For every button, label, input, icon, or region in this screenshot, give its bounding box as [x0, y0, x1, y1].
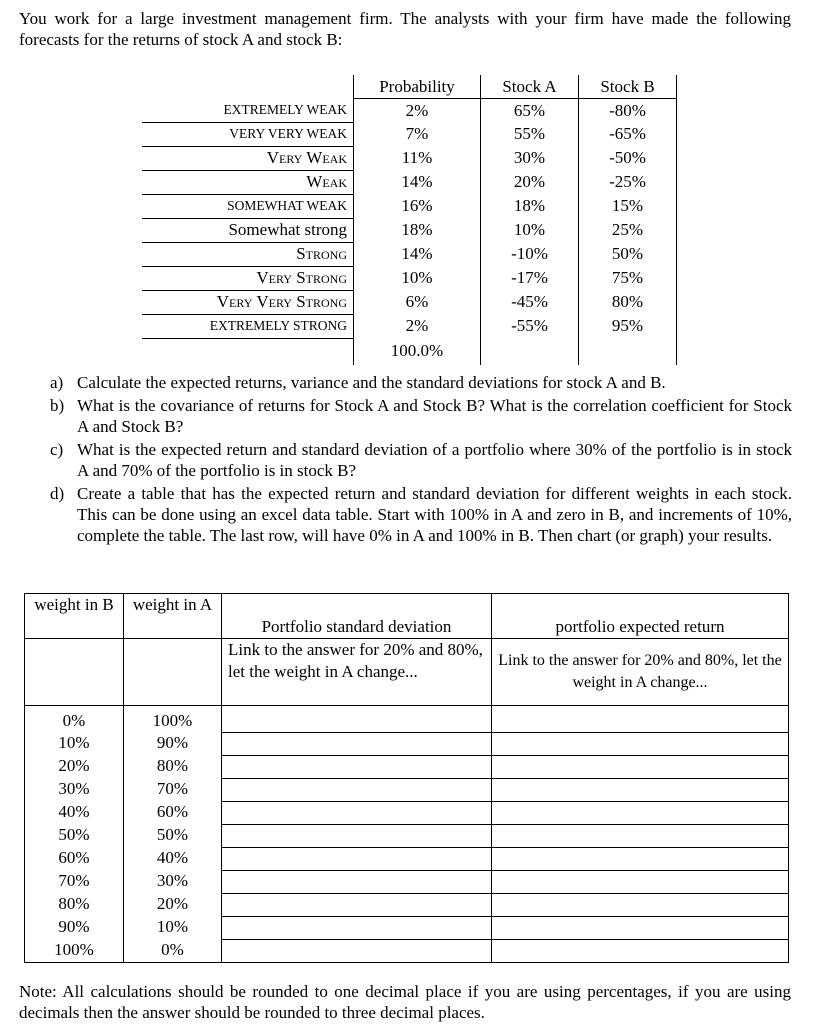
- forecast-row: [142, 170, 677, 194]
- forecast-row: [142, 99, 677, 123]
- expected-return-answer-cell[interactable]: [492, 706, 789, 733]
- weight-b-header: weight in B: [25, 594, 124, 639]
- weight-b-cell: 50%: [25, 824, 124, 847]
- probability-cell: 2%: [354, 314, 481, 338]
- state-label: Weak: [142, 170, 354, 194]
- forecast-row: [142, 194, 677, 218]
- table-row: [25, 778, 789, 801]
- weight-b-cell: 80%: [25, 893, 124, 916]
- probability-cell: 11%: [354, 146, 481, 170]
- state-label: EXTREMELY STRONG: [142, 314, 354, 338]
- weight-b-cell: 60%: [25, 847, 124, 870]
- std-dev-answer-cell[interactable]: [222, 732, 492, 755]
- expected-return-answer-cell[interactable]: [492, 939, 789, 962]
- expected-return-answer-cell[interactable]: [492, 893, 789, 916]
- stock-b-cell: 15%: [579, 194, 677, 218]
- std-dev-answer-cell[interactable]: [222, 755, 492, 778]
- weight-b-cell: 30%: [25, 778, 124, 801]
- weight-b-cell: 0%: [25, 706, 124, 733]
- std-dev-answer-cell[interactable]: [222, 939, 492, 962]
- table-row: [25, 732, 789, 755]
- std-dev-header: Portfolio standard deviation: [222, 594, 492, 639]
- question-text: What is the covariance of returns for Stock A and Stock B? What is the correlation coefficient for Stock A and Stock B?: [77, 396, 792, 436]
- table-row: [25, 801, 789, 824]
- std-dev-answer-cell[interactable]: [222, 778, 492, 801]
- stock-b-cell: -80%: [579, 99, 677, 123]
- stock-a-cell: 20%: [481, 170, 579, 194]
- forecast-row: [142, 266, 677, 290]
- state-label: Very Very Strong: [142, 290, 354, 314]
- stock-b-total-cell: [579, 338, 677, 365]
- std-dev-answer-cell[interactable]: [222, 706, 492, 733]
- weight-a-cell: 40%: [124, 847, 222, 870]
- question-label: b): [50, 396, 65, 415]
- expected-return-answer-cell[interactable]: [492, 870, 789, 893]
- stock-a-cell: 18%: [481, 194, 579, 218]
- state-label: Very Weak: [142, 146, 354, 170]
- forecast-header-row: [142, 75, 677, 99]
- probability-cell: 14%: [354, 242, 481, 266]
- weight-a-cell: 50%: [124, 824, 222, 847]
- stock-b-cell: -25%: [579, 170, 677, 194]
- stock-b-cell: 75%: [579, 266, 677, 290]
- std-dev-answer-cell[interactable]: [222, 847, 492, 870]
- expected-return-answer-cell[interactable]: [492, 778, 789, 801]
- forecast-total-row: [142, 338, 677, 365]
- weight-b-cell: 90%: [25, 916, 124, 939]
- total-label-cell: [142, 338, 354, 365]
- intro-paragraph: You work for a large investment management firm. The analysts with your firm have made the following forecasts for the returns of stock A and stock B:: [19, 9, 791, 49]
- weight-a-cell: 20%: [124, 893, 222, 916]
- empty-cell: [124, 639, 222, 706]
- stock-b-cell: 25%: [579, 218, 677, 242]
- stock-a-cell: -10%: [481, 242, 579, 266]
- weight-a-cell: 90%: [124, 732, 222, 755]
- probability-cell: 2%: [354, 99, 481, 123]
- forecast-row: [142, 218, 677, 242]
- question-label: c): [50, 440, 64, 459]
- std-dev-answer-cell[interactable]: [222, 893, 492, 916]
- std-dev-answer-cell[interactable]: [222, 870, 492, 893]
- state-label: Strong: [142, 242, 354, 266]
- table-row: [25, 893, 789, 916]
- probability-header: Probability: [354, 75, 481, 99]
- question-text: What is the expected return and standard deviation of a portfolio where 30% of the portfolio is in stock A and 70% of the portfolio is in stock B?: [77, 440, 792, 480]
- weights-header-row: [25, 594, 789, 639]
- question-b: [40, 395, 792, 437]
- expected-return-answer-cell[interactable]: [492, 824, 789, 847]
- stock-a-cell: 65%: [481, 99, 579, 123]
- std-dev-instruction: Link to the answer for 20% and 80%, let the weight in A change...: [222, 639, 492, 706]
- question-text: Calculate the expected returns, variance and the standard deviations for stock A and B.: [77, 373, 666, 392]
- stock-b-cell: -50%: [579, 146, 677, 170]
- weight-a-cell: 30%: [124, 870, 222, 893]
- table-row: [25, 916, 789, 939]
- forecast-row: [142, 314, 677, 338]
- probability-cell: 16%: [354, 194, 481, 218]
- table-row: [25, 847, 789, 870]
- stock-a-total-cell: [481, 338, 579, 365]
- stock-a-cell: -55%: [481, 314, 579, 338]
- weight-a-cell: 70%: [124, 778, 222, 801]
- probability-total: 100.0%: [354, 338, 481, 365]
- std-dev-answer-cell[interactable]: [222, 916, 492, 939]
- question-d: [40, 483, 792, 546]
- table-row: [25, 939, 789, 962]
- rounding-note: Note: All calculations should be rounded to one decimal place if you are using percentages, if you are using decimals then the answer should be rounded to three decimal places.: [19, 982, 791, 1022]
- weight-a-cell: 10%: [124, 916, 222, 939]
- weights-instruction-row: [25, 639, 789, 706]
- stock-b-cell: 95%: [579, 314, 677, 338]
- state-label: Somewhat strong: [142, 218, 354, 242]
- question-label: d): [50, 484, 65, 503]
- expected-return-answer-cell[interactable]: [492, 801, 789, 824]
- state-header: [142, 75, 354, 99]
- weight-b-cell: 20%: [25, 755, 124, 778]
- std-dev-answer-cell[interactable]: [222, 801, 492, 824]
- forecast-row: [142, 242, 677, 266]
- stock-b-cell: -65%: [579, 122, 677, 146]
- weight-b-cell: 10%: [25, 732, 124, 755]
- expected-return-answer-cell[interactable]: [492, 755, 789, 778]
- weights-table: [24, 593, 789, 963]
- table-row: [25, 870, 789, 893]
- question-c: [40, 439, 792, 481]
- stock-b-header: Stock B: [579, 75, 677, 99]
- forecast-table: [142, 75, 677, 365]
- stock-a-header: Stock A: [481, 75, 579, 99]
- stock-a-cell: 55%: [481, 122, 579, 146]
- table-row: [25, 706, 789, 733]
- probability-cell: 6%: [354, 290, 481, 314]
- expected-return-instruction: Link to the answer for 20% and 80%, let the weight in A change...: [492, 639, 789, 706]
- expected-return-answer-cell[interactable]: [492, 732, 789, 755]
- expected-return-answer-cell[interactable]: [492, 847, 789, 870]
- weight-a-cell: 80%: [124, 755, 222, 778]
- question-list: [40, 372, 792, 548]
- expected-return-header: portfolio expected return: [492, 594, 789, 639]
- empty-cell: [25, 639, 124, 706]
- forecast-row: [142, 290, 677, 314]
- forecast-row: [142, 146, 677, 170]
- weight-b-cell: 70%: [25, 870, 124, 893]
- probability-cell: 10%: [354, 266, 481, 290]
- stock-a-cell: -45%: [481, 290, 579, 314]
- table-row: [25, 824, 789, 847]
- weight-b-cell: 100%: [25, 939, 124, 962]
- probability-cell: 7%: [354, 122, 481, 146]
- forecast-row: [142, 122, 677, 146]
- stock-b-cell: 80%: [579, 290, 677, 314]
- weight-a-cell: 0%: [124, 939, 222, 962]
- table-row: [25, 755, 789, 778]
- weight-a-cell: 60%: [124, 801, 222, 824]
- weight-b-cell: 40%: [25, 801, 124, 824]
- question-text: Create a table that has the expected return and standard deviation for different weights in each stock. This can be done using an excel data table. Start with 100% in A and zero in B, and increments of 10%, complete the table. The last row, will have 0% in A and 100% in B. Then chart (or graph) your results.: [77, 484, 792, 545]
- question-label: a): [50, 373, 64, 392]
- stock-a-cell: 10%: [481, 218, 579, 242]
- state-label: VERY VERY WEAK: [142, 122, 354, 146]
- question-a: [40, 372, 792, 393]
- probability-cell: 14%: [354, 170, 481, 194]
- std-dev-answer-cell[interactable]: [222, 824, 492, 847]
- stock-a-cell: 30%: [481, 146, 579, 170]
- stock-a-cell: -17%: [481, 266, 579, 290]
- stock-b-cell: 50%: [579, 242, 677, 266]
- state-label: SOMEWHAT WEAK: [142, 194, 354, 218]
- state-label: Very Strong: [142, 266, 354, 290]
- weight-a-header: weight in A: [124, 594, 222, 639]
- probability-cell: 18%: [354, 218, 481, 242]
- state-label: EXTREMELY WEAK: [142, 99, 354, 123]
- weight-a-cell: 100%: [124, 706, 222, 733]
- expected-return-answer-cell[interactable]: [492, 916, 789, 939]
